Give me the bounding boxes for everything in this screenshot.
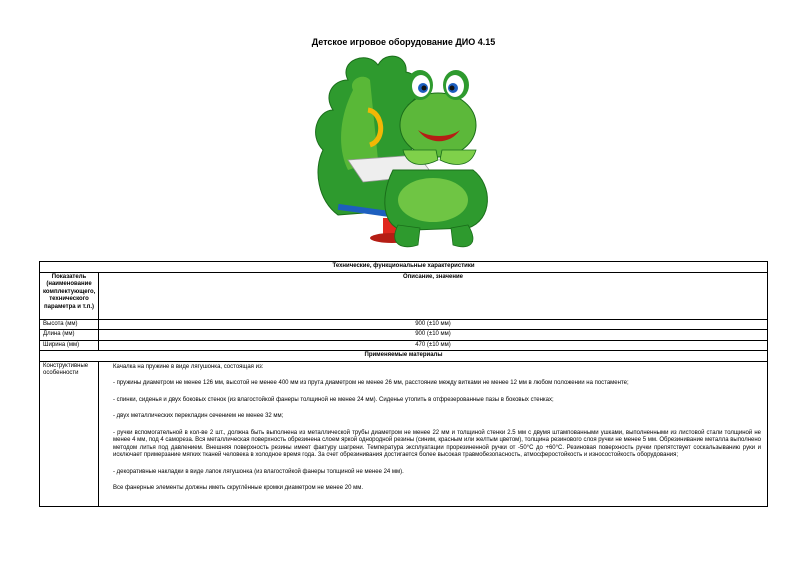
table-row: [40, 330, 768, 341]
construct-paragraph: - пружины диаметром не менее 126 мм, высотой не менее 400 мм из прута диаметром не менее 26 мм, расстояние между витками не менее 12 мм в любом положении на постаменте;: [113, 380, 629, 386]
table-row: [40, 319, 768, 330]
construct-paragraph: - двух металлических перекладин сечением не менее 32 мм;: [113, 413, 284, 419]
construct-paragraph: - спинки, сиденья и двух боковых стенок (из влагостойкой фанеры толщиной не менее 24 мм). Сиденье утопить в отфрезерованные пазы в боковых стенках;: [113, 396, 554, 403]
table-row: [40, 340, 768, 351]
construct-description: [99, 361, 768, 506]
row-value: 900 (±10 мм): [99, 330, 768, 341]
construct-paragraph: Все фанерные элементы должны иметь скруглённые кромки диаметром не менее 20 мм.: [113, 485, 363, 491]
construct-paragraph: - ручки вспомогательной в кол-ве 2 шт., должна быть выполнена из металлической трубы диаметром не менее 22 мм и толщиной стенки 2.5 мм с двумя штампованными ушками, выполненными из листовой стали толщиной не менее 4 мм, под 4 самореза. Вся металлическая поверхность обрезинена слоем яркой однородной резины (синим, красным или желтым цветом), толщина резинового слоя ручки не менее 5 мм. Обрезинивание металла выполнено методом литья под давлением. Внешняя поверхность резины имеет фактуру шагрени. Температура эксплуатации прорезиненной ручки от -50°С до +60°С. Резиновая поверхность ручки препятствует соскальзыванию руки и исключает примерзание мягких тканей человека в холодное время года. За счет обрезинивания достигается более высокая травмобезопасность, атмосферостойкость и износостойкость оборудования;: [113, 429, 761, 458]
row-value: 900 (±10 мм): [99, 319, 768, 330]
construct-label: Конструктивные особенности: [40, 361, 99, 506]
row-param: Длина (мм): [40, 330, 99, 341]
header-value: Описание, значение: [99, 272, 768, 319]
construct-paragraph: Качалка на пружине в виде лягушонка, состоящая из:: [113, 363, 264, 370]
section-tech-header: Технические, функциональные характеристики: [40, 262, 768, 273]
section-materials-header: Применяемые материалы: [40, 351, 768, 362]
specification-table: [39, 261, 768, 507]
frog-rocker-illustration: [308, 50, 498, 260]
row-value: 470 (±10 мм): [99, 340, 768, 351]
construct-paragraph: - декоративные накладки в виде лапок лягушонка (из влагостойкой фанеры толщиной не менее 24 мм).: [113, 468, 404, 475]
row-param: Ширина (мм): [40, 340, 99, 351]
header-param: Показатель (наименование комплектующего, технического параметра и т.п.): [40, 272, 99, 319]
page-title: Детское игровое оборудование ДИО 4.15: [311, 37, 496, 47]
row-param: Высота (мм): [40, 319, 99, 330]
